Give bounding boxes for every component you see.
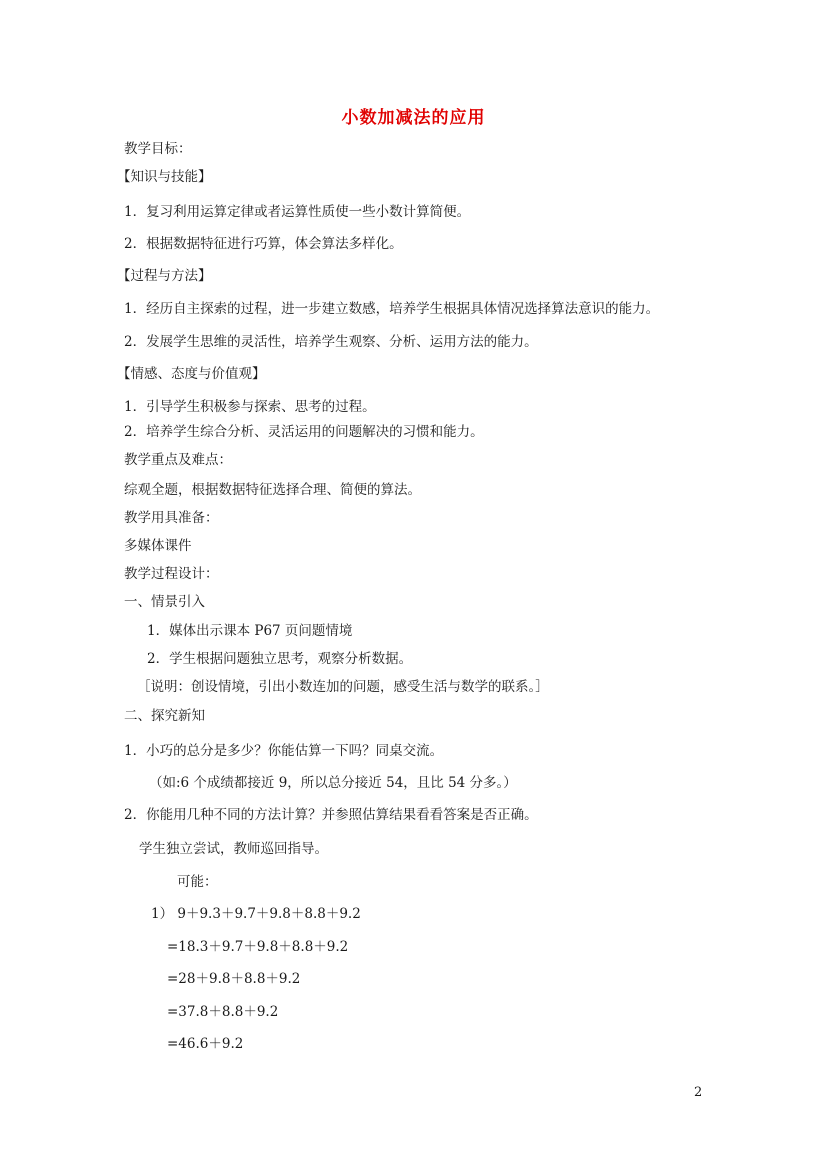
text-line: 1．小巧的总分是多少？你能估算一下吗？同桌交流。 xyxy=(124,743,444,759)
text-line: =18.3＋9.7＋9.8＋8.8＋9.2 xyxy=(167,939,349,955)
text-line: 1．引导学生积极参与探索、思考的过程。 xyxy=(124,399,376,415)
text-line: 1．复习利用运算定律或者运算性质使一些小数计算简便。 xyxy=(124,204,471,220)
text-line: 2．根据数据特征进行巧算，体会算法多样化。 xyxy=(124,236,403,252)
text-line: 教学过程设计： xyxy=(124,566,219,582)
text-line: 2．发展学生思维的灵活性，培养学生观察、分析、运用方法的能力。 xyxy=(124,334,538,350)
document-title: 小数加减法的应用 xyxy=(341,108,486,128)
text-line: 可能： xyxy=(177,874,218,890)
text-line: ［说明：创设情境，引出小数连加的问题，感受生活与数学的联系。］ xyxy=(137,679,549,695)
text-line: 综观全题，根据数据特征选择合理、简便的算法。 xyxy=(124,482,421,498)
text-line: 多媒体课件 xyxy=(124,538,192,554)
text-line: 教学目标： xyxy=(124,141,192,157)
text-line: 1） 9＋9.3＋9.7＋9.8＋8.8＋9.2 xyxy=(151,906,361,922)
text-line: 教学重点及难点： xyxy=(124,452,232,468)
text-line: 2．学生根据问题独立思考，观察分析数据。 xyxy=(147,651,413,667)
text-line: =37.8＋8.8＋9.2 xyxy=(167,1004,279,1020)
text-line: 教学用具准备： xyxy=(124,510,219,526)
text-line: 二、探究新知 xyxy=(124,708,205,724)
page-number: 2 xyxy=(694,1085,703,1100)
text-line: 学生独立尝试，教师巡回指导。 xyxy=(139,841,328,857)
text-line: 一、情景引入 xyxy=(124,594,205,610)
text-line: 【过程与方法】 xyxy=(117,268,212,284)
text-line: 【知识与技能】 xyxy=(117,169,212,185)
text-line: 2．培养学生综合分析、灵活运用的问题解决的习惯和能力。 xyxy=(124,424,484,440)
text-line: （如:6 个成绩都接近 9，所以总分接近 54，且比 54 分多。） xyxy=(149,775,517,791)
text-line: 1．媒体出示课本 P67 页问题情境 xyxy=(147,623,353,639)
text-line: 【情感、态度与价值观】 xyxy=(117,366,266,382)
text-line: =28＋9.8＋8.8＋9.2 xyxy=(167,971,301,987)
text-line: 2．你能用几种不同的方法计算？并参照估算结果看看答案是否正确。 xyxy=(124,807,538,823)
text-line: 1．经历自主探索的过程，进一步建立数感，培养学生根据具体情况选择算法意识的能力。 xyxy=(124,301,660,317)
text-line: =46.6＋9.2 xyxy=(167,1036,244,1052)
